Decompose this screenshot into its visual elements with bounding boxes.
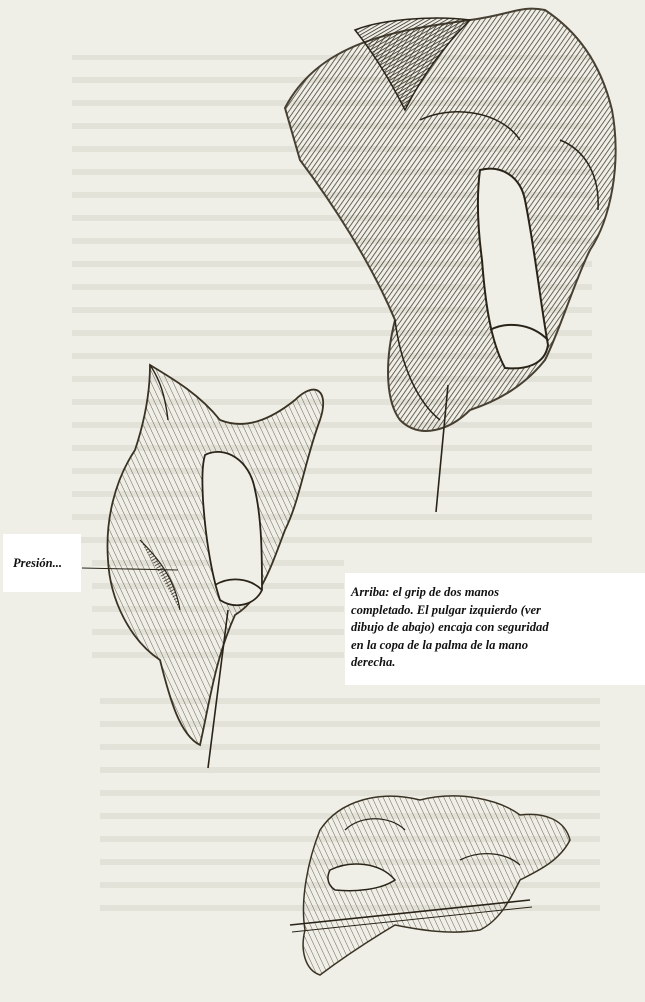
pressure-label [3,534,81,592]
caption-text: Arriba: el grip de dos manos completado. El pulgar izquierdo (ver dibujo de abajo) encaja con seguridad en la copa de la palma de la mano derecha. [351,585,549,669]
pressure-label-text: Presión... [13,555,62,570]
caption-box [345,573,645,685]
